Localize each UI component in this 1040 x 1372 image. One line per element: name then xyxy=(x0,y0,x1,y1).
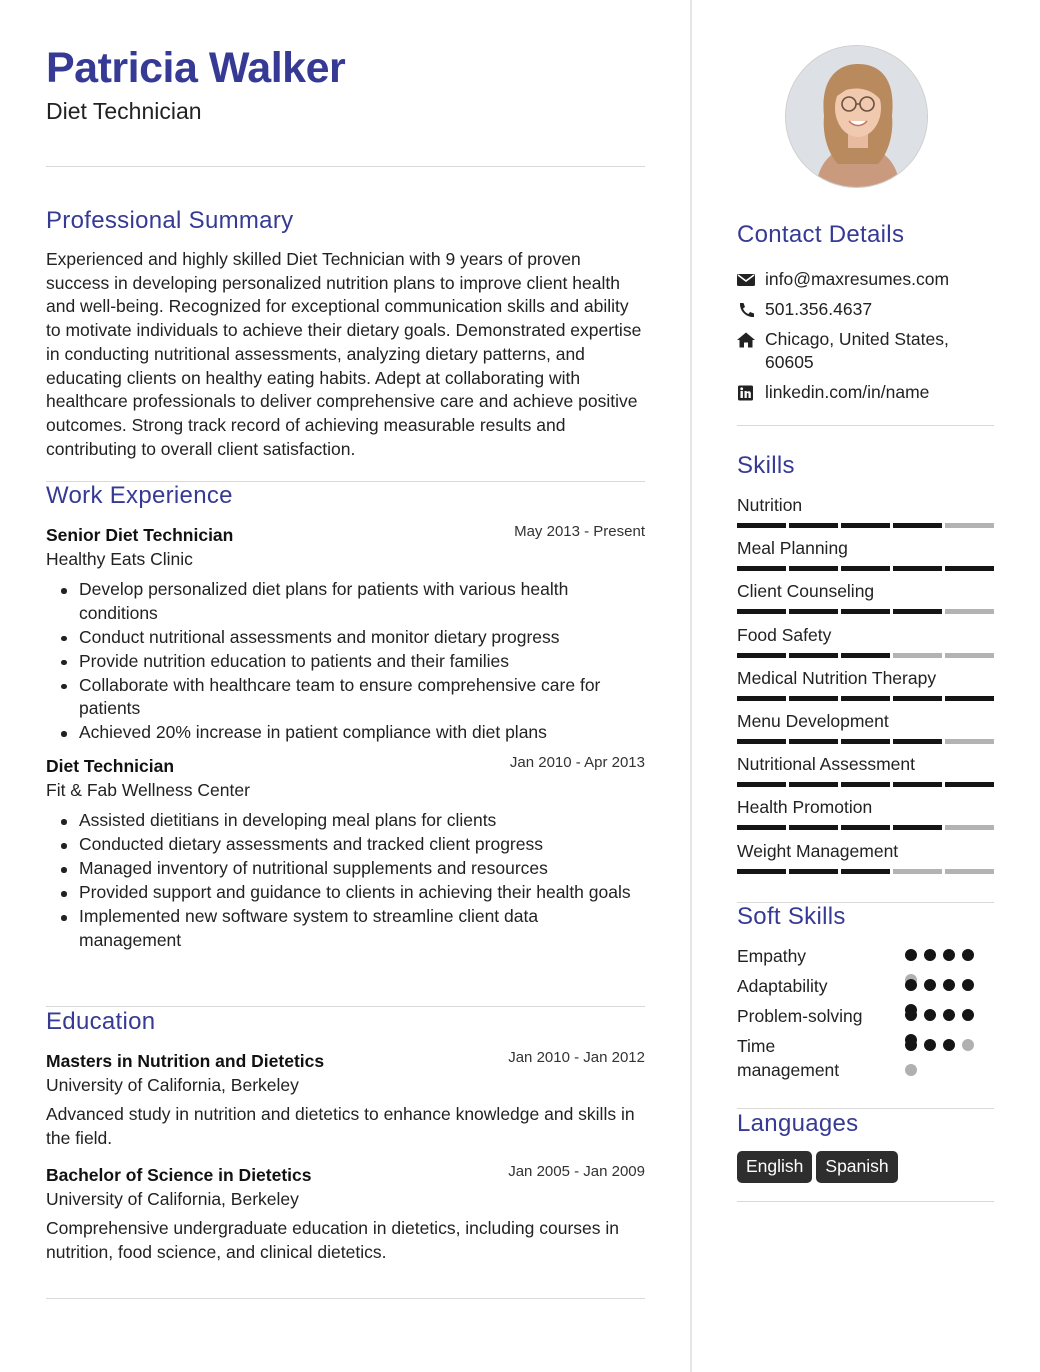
bullet-item: Implemented new software system to streamline client data management xyxy=(46,905,645,953)
skill-name: Nutritional Assessment xyxy=(737,754,915,775)
skill-name: Food Safety xyxy=(737,624,832,645)
rating-segment xyxy=(841,653,890,658)
contact-heading: Contact Details xyxy=(737,221,905,248)
skill-name: Meal Planning xyxy=(737,538,848,559)
skill-rating-bar xyxy=(737,696,994,702)
rating-segment xyxy=(893,696,942,701)
rating-segment xyxy=(789,609,838,614)
skill-rating-bar xyxy=(737,825,994,831)
soft-skill-item xyxy=(737,945,994,975)
rating-dot xyxy=(905,949,917,961)
job-date: Jan 2010 - Apr 2013 xyxy=(509,754,645,771)
job-title: Senior Diet Technician xyxy=(46,525,234,545)
soft-skills-list xyxy=(737,945,994,1082)
skill-rating-bar xyxy=(737,739,994,745)
rating-segment xyxy=(789,696,838,701)
rating-dot xyxy=(943,949,955,961)
degree-title: Masters in Nutrition and Dietetics xyxy=(46,1051,325,1071)
rating-segment xyxy=(789,566,838,571)
rating-segment xyxy=(945,825,994,830)
skill-item xyxy=(737,796,994,839)
education-heading: Education xyxy=(46,1008,156,1035)
job-bullets xyxy=(46,578,645,745)
rating-segment xyxy=(945,782,994,787)
job-date: May 2013 - Present xyxy=(514,523,645,540)
skill-rating-bar xyxy=(737,566,994,572)
skills-heading: Skills xyxy=(737,452,795,479)
education-description: Comprehensive undergraduate education in dietetics, including courses in nutrition, food science, and clinical dietetics. xyxy=(46,1218,619,1262)
education-description: Advanced study in nutrition and dietetics to enhance knowledge and skills in the field. xyxy=(46,1104,635,1148)
skill-item xyxy=(737,537,994,580)
rating-dot xyxy=(924,949,936,961)
skill-item xyxy=(737,667,994,710)
envelope-icon xyxy=(737,272,755,288)
rating-dot xyxy=(943,979,955,991)
rating-segment xyxy=(945,653,994,658)
language-tag: Spanish xyxy=(816,1151,897,1183)
rating-segment xyxy=(737,825,786,830)
rating-dot xyxy=(943,1039,955,1051)
rating-dot xyxy=(905,1039,917,1051)
rating-segment xyxy=(789,653,838,658)
soft-skill-name: Adaptability xyxy=(737,976,828,996)
soft-skill-item xyxy=(737,1005,994,1035)
rating-segment xyxy=(841,609,890,614)
job-company: Fit & Fab Wellness Center xyxy=(46,780,250,800)
language-tag: English xyxy=(737,1151,812,1183)
rating-segment xyxy=(789,739,838,744)
rating-segment xyxy=(893,739,942,744)
skill-rating-bar xyxy=(737,782,994,788)
school-name: University of California, Berkeley xyxy=(46,1189,299,1209)
rating-segment xyxy=(841,523,890,528)
bullet-item: Provide nutrition education to patients and their families xyxy=(46,650,645,674)
skill-item xyxy=(737,840,994,883)
contact-divider xyxy=(737,425,994,426)
soft-skills-heading: Soft Skills xyxy=(737,903,846,930)
phone-text: 501.356.4637 xyxy=(765,299,873,319)
contact-phone[interactable] xyxy=(737,298,994,321)
skill-item xyxy=(737,753,994,796)
bullet-item: Collaborate with healthcare team to ensure comprehensive care for patients xyxy=(46,674,645,722)
bullet-item: Provided support and guidance to clients in achieving their health goals xyxy=(46,881,645,905)
languages-heading: Languages xyxy=(737,1110,859,1137)
rating-segment xyxy=(893,609,942,614)
rating-dot xyxy=(962,1009,974,1021)
degree-title: Bachelor of Science in Dietetics xyxy=(46,1165,312,1185)
skill-name: Client Counseling xyxy=(737,581,875,602)
school-name: University of California, Berkeley xyxy=(46,1075,299,1095)
contact-email[interactable] xyxy=(737,268,994,291)
skills-list xyxy=(737,494,994,883)
job-entry xyxy=(46,756,645,953)
skill-rating-bar xyxy=(737,523,994,529)
contact-list xyxy=(737,268,994,411)
rating-segment xyxy=(841,566,890,571)
candidate-name: Patricia Walker xyxy=(46,44,346,92)
linkedin-icon xyxy=(737,385,755,401)
rating-segment xyxy=(945,566,994,571)
bullet-item: Managed inventory of nutritional supplements and resources xyxy=(46,857,645,881)
skill-name: Nutrition xyxy=(737,495,803,515)
phone-icon xyxy=(737,302,755,318)
skill-rating-bar xyxy=(737,653,994,659)
rating-segment xyxy=(893,523,942,528)
linkedin-text: linkedin.com/in/name xyxy=(765,382,930,402)
skill-name: Menu Development xyxy=(737,710,889,731)
bullet-item: Assisted dietitians in developing meal plans for clients xyxy=(46,809,645,833)
bullet-item: Conduct nutritional assessments and monitor dietary progress xyxy=(46,626,645,650)
rating-dot xyxy=(905,1064,917,1076)
rating-segment xyxy=(893,782,942,787)
contact-linkedin[interactable] xyxy=(737,381,994,404)
skill-rating-bar xyxy=(737,609,994,615)
rating-dot xyxy=(962,949,974,961)
profile-photo xyxy=(785,45,928,188)
email-text: info@maxresumes.com xyxy=(765,269,950,289)
soft-skill-name: Empathy xyxy=(737,946,807,966)
rating-segment xyxy=(841,782,890,787)
soft-skill-name: Time management xyxy=(737,1036,840,1080)
job-title: Diet Technician xyxy=(46,756,175,776)
candidate-title: Diet Technician xyxy=(46,98,202,124)
skill-name: Health Promotion xyxy=(737,797,873,818)
rating-segment xyxy=(737,523,786,528)
rating-dot xyxy=(905,979,917,991)
rating-dot xyxy=(943,1009,955,1021)
rating-segment xyxy=(737,739,786,744)
contact-location xyxy=(737,328,994,374)
languages-divider xyxy=(737,1201,994,1202)
rating-segment xyxy=(737,566,786,571)
rating-segment xyxy=(893,825,942,830)
rating-segment xyxy=(893,653,942,658)
experience-divider xyxy=(46,1006,645,1007)
rating-segment xyxy=(737,609,786,614)
soft-skill-item xyxy=(737,1035,994,1082)
rating-segment xyxy=(841,869,890,874)
education-date: Jan 2010 - Jan 2012 xyxy=(508,1049,645,1066)
column-divider xyxy=(690,0,692,1372)
skill-item xyxy=(737,494,994,537)
summary-text: Experienced and highly skilled Diet Technician with 9 years of proven success in developing personalized nutrition plans to improve client health and well-being. Recognized for exceptional communication skills and ability to motivate individuals to achieve their dietary goals. Demonstrated expertise in conducting nutritional assessments, analyzing dietary patterns, and educating clients on healthy eating habits. Adept at collaborating with healthcare professionals to deliver comprehensive care and achieve positive outcomes. Strong track record of achieving measurable results and contributing to overall client satisfaction. xyxy=(46,249,642,459)
rating-dot xyxy=(924,1039,936,1051)
bullet-item: Achieved 20% increase in patient compliance with diet plans xyxy=(46,721,645,745)
job-entry xyxy=(46,525,645,745)
education-entry xyxy=(46,1165,645,1264)
rating-dot xyxy=(905,1009,917,1021)
rating-dot xyxy=(924,1009,936,1021)
rating-segment xyxy=(789,869,838,874)
rating-segment xyxy=(841,825,890,830)
location-text: Chicago, United States, 60605 xyxy=(765,329,949,372)
rating-segment xyxy=(893,566,942,571)
summary-heading: Professional Summary xyxy=(46,207,294,234)
education-date: Jan 2005 - Jan 2009 xyxy=(508,1163,645,1180)
job-company: Healthy Eats Clinic xyxy=(46,549,193,569)
rating-segment xyxy=(893,869,942,874)
job-bullets xyxy=(46,809,645,953)
skill-item xyxy=(737,710,994,753)
rating-segment xyxy=(945,739,994,744)
rating-segment xyxy=(737,782,786,787)
portrait-image xyxy=(786,46,928,188)
rating-segment xyxy=(841,696,890,701)
rating-segment xyxy=(737,653,786,658)
bullet-item: Develop personalized diet plans for patients with various health conditions xyxy=(46,578,645,626)
skill-rating-bar xyxy=(737,869,994,875)
home-icon xyxy=(737,332,755,348)
skill-item xyxy=(737,624,994,667)
skill-item xyxy=(737,580,994,623)
rating-segment xyxy=(737,696,786,701)
rating-segment xyxy=(945,869,994,874)
skill-name: Weight Management xyxy=(737,840,899,861)
education-divider xyxy=(46,1298,645,1299)
bullet-item: Conducted dietary assessments and tracked client progress xyxy=(46,833,645,857)
soft-skill-item xyxy=(737,975,994,1005)
header-divider xyxy=(46,166,645,167)
rating-segment xyxy=(737,869,786,874)
rating-dot xyxy=(962,979,974,991)
rating-segment xyxy=(945,609,994,614)
rating-segment xyxy=(789,825,838,830)
languages-list xyxy=(737,1151,902,1183)
rating-segment xyxy=(789,523,838,528)
rating-dot xyxy=(962,1039,974,1051)
soft-skills-divider xyxy=(737,1108,994,1109)
experience-heading: Work Experience xyxy=(46,482,233,509)
rating-segment xyxy=(789,782,838,787)
rating-dot xyxy=(924,979,936,991)
skill-name: Medical Nutrition Therapy xyxy=(737,667,937,688)
education-entry xyxy=(46,1051,645,1150)
rating-segment xyxy=(945,696,994,701)
rating-segment xyxy=(841,739,890,744)
rating-segment xyxy=(945,523,994,528)
soft-skill-name: Problem-solving xyxy=(737,1006,863,1026)
